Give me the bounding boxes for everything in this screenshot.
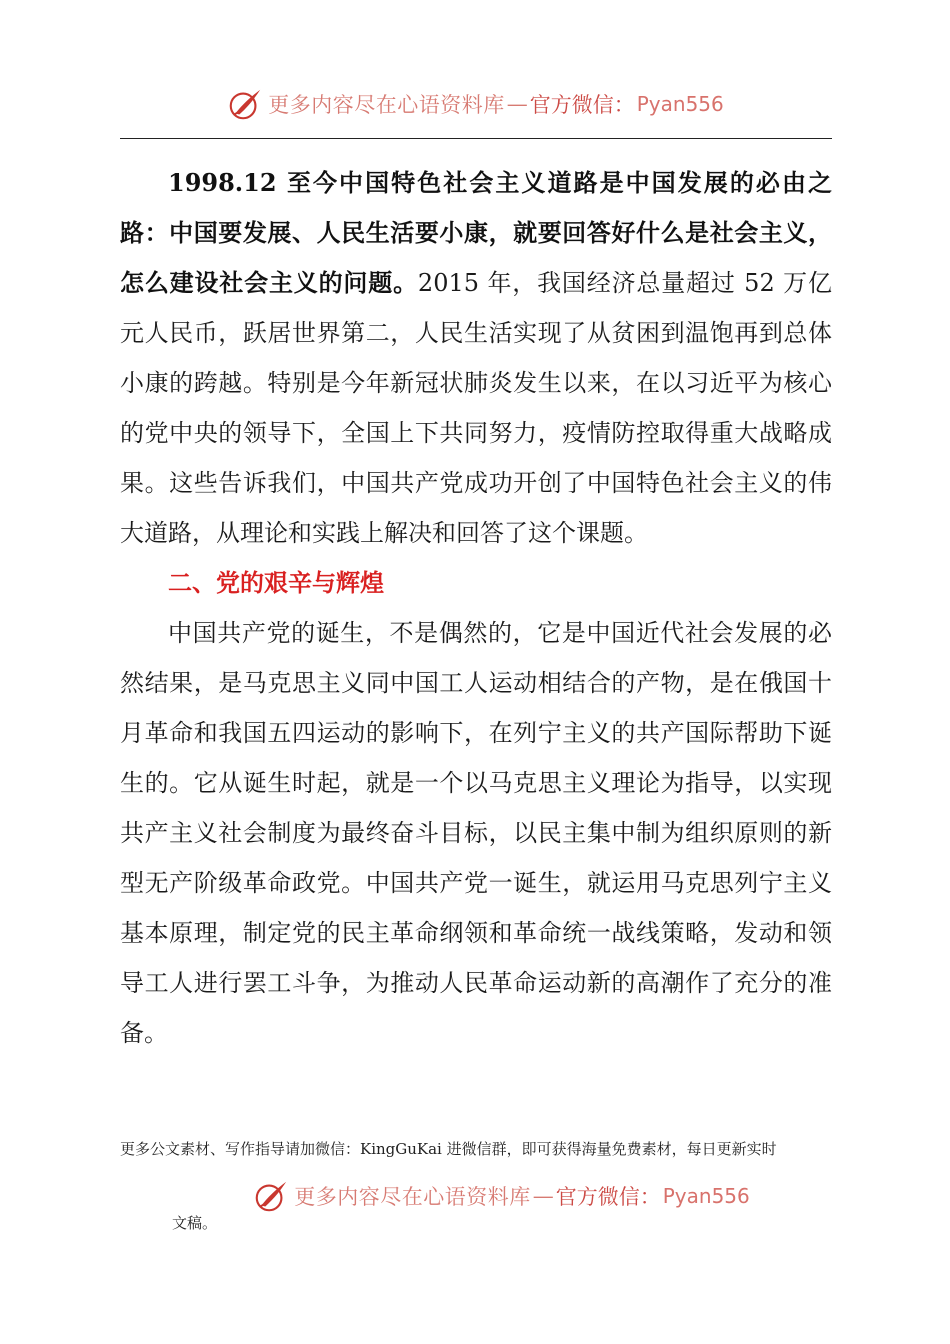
paragraph-1-rest: 2015 年，我国经济总量超过 52 万亿元人民币，跃居世界第二，人民生活实现了从贫困到温饱再到总体小康的跨越。特别是今年新冠状肺炎发生以来，在以习近平为核心的党中央的领导下，全国上下共同努力，疫情防控取得重大战略成果。这些告诉我们，中国共产党成功开创了中国特色社会主义的伟大道路，从理论和实践上解决和回答了这个课题。: [120, 269, 832, 547]
watermark-text: 更多内容尽在心语资料库: [294, 1185, 531, 1209]
watermark-header: [0, 80, 950, 128]
watermark-footer: [0, 1172, 950, 1220]
watermark-wechat-label: 官方微信：: [529, 93, 635, 117]
footer-note: 更多公文素材、写作指导请加微信：KingGuKai 进微信群，即可获得海量免费素材，每日更新实时: [120, 1140, 777, 1158]
watermark-separator: —: [532, 1184, 554, 1208]
paragraph-1: [120, 158, 832, 558]
watermark-wechat-id: Pyan556: [662, 1184, 750, 1208]
header-rule: [120, 138, 832, 139]
watermark-text: 更多内容尽在心语资料库: [268, 93, 505, 117]
watermark-wechat-id: Pyan556: [636, 92, 724, 116]
watermark-separator: —: [506, 92, 528, 116]
quill-logo-icon: [252, 1177, 290, 1215]
quill-logo-icon: [226, 85, 264, 123]
footer-note-continued: 文稿。: [172, 1214, 218, 1232]
paragraph-2: 中国共产党的诞生，不是偶然的，它是中国近代社会发展的必然结果，是马克思主义同中国工人运动相结合的产物，是在俄国十月革命和我国五四运动的影响下，在列宁主义的共产国际帮助下诞生的。它从诞生时起，就是一个以马克思主义理论为指导，以实现共产主义社会制度为最终奋斗目标，以民主集中制为组织原则的新型无产阶级革命政党。中国共产党一诞生，就运用马克思列宁主义基本原理，制定党的民主革命纲领和革命统一战线策略，发动和领导工人进行罢工斗争，为推动人民革命运动新的高潮作了充分的准备。: [120, 619, 832, 1047]
paragraph-1-bold: 1998.12 至今中国特色社会主义道路是中国发展的必由之路：中国要发展、人民生活要小康，就要回答好什么是社会主义，怎么建设社会主义的问题。: [120, 168, 832, 297]
section-heading: 二、党的艰辛与辉煌: [168, 569, 384, 597]
watermark-wechat-label: 官方微信：: [555, 1185, 661, 1209]
document-body: [120, 158, 832, 1058]
